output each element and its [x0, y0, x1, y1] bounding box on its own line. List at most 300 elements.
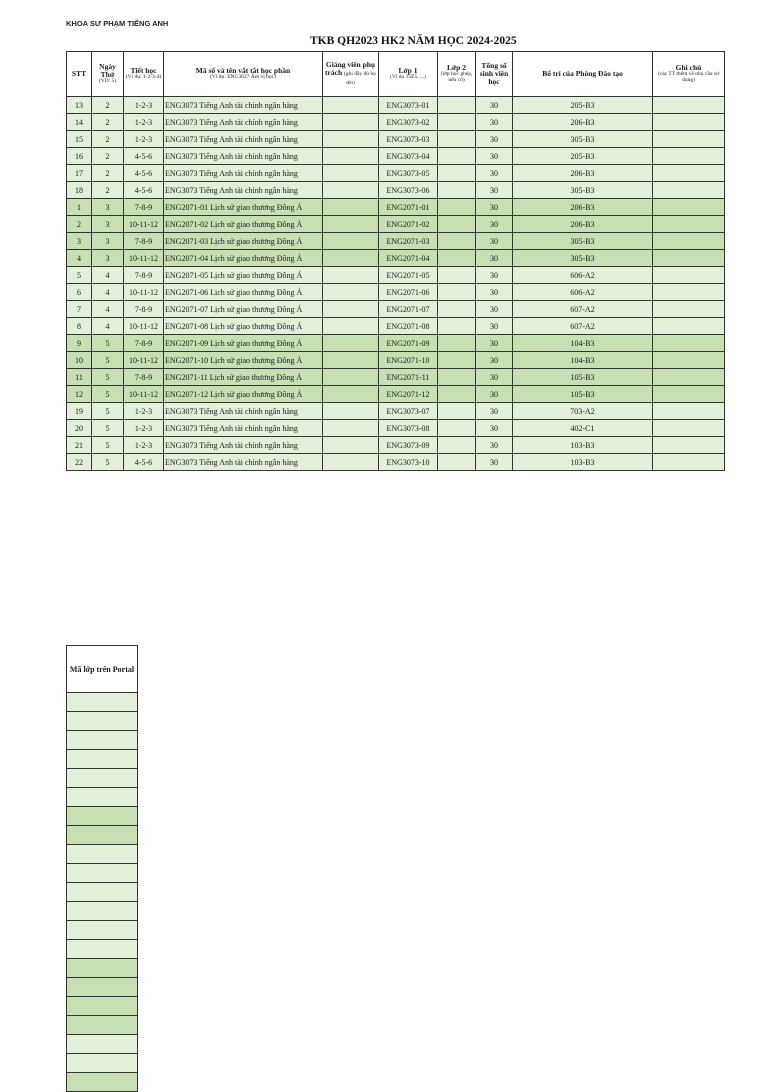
cell-total[interactable]: 30	[476, 267, 513, 284]
cell-course[interactable]: ENG2071-10 Lịch sử giao thương Đông Á	[164, 352, 323, 369]
cell-class1[interactable]: ENG2071-12	[379, 386, 438, 403]
cell-room[interactable]: 305-B3	[513, 233, 653, 250]
cell-day[interactable]: 4	[92, 267, 124, 284]
portal-row	[67, 750, 138, 769]
cell-room[interactable]: 206-B3	[513, 114, 653, 131]
cell-portal-code[interactable]	[67, 921, 138, 940]
cell-course[interactable]: ENG2071-11 Lịch sử giao thương Đông Á	[164, 369, 323, 386]
portal-row	[67, 864, 138, 883]
header-room	[513, 52, 653, 97]
cell-class1[interactable]: ENG3073-04	[379, 148, 438, 165]
cell-room[interactable]: 105-B3	[513, 369, 653, 386]
table-row	[67, 420, 725, 437]
cell-class2[interactable]	[438, 165, 476, 182]
cell-period[interactable]: 1-2-3	[124, 437, 164, 454]
cell-class2[interactable]	[438, 352, 476, 369]
portal-row	[67, 712, 138, 731]
portal-row	[67, 769, 138, 788]
cell-note[interactable]	[653, 437, 725, 454]
cell-room[interactable]: 103-B3	[513, 454, 653, 471]
cell-lecturer[interactable]	[323, 335, 379, 352]
cell-class1[interactable]: ENG3073-02	[379, 114, 438, 131]
cell-class1[interactable]: ENG2071-08	[379, 318, 438, 335]
header-lecturer-note: (ghi đầy đủ họ tên)	[344, 71, 376, 86]
cell-class1[interactable]: ENG2071-11	[379, 369, 438, 386]
header-class1	[379, 52, 438, 97]
cell-note[interactable]	[653, 97, 725, 114]
cell-day[interactable]: 3	[92, 216, 124, 233]
cell-lecturer[interactable]	[323, 114, 379, 131]
cell-class2[interactable]	[438, 233, 476, 250]
table-row	[67, 250, 725, 267]
cell-portal-code[interactable]	[67, 769, 138, 788]
cell-class2[interactable]	[438, 148, 476, 165]
cell-portal-code[interactable]	[67, 693, 138, 712]
cell-total[interactable]: 30	[476, 233, 513, 250]
cell-class1[interactable]: ENG3073-05	[379, 165, 438, 182]
cell-class1[interactable]: ENG3073-09	[379, 437, 438, 454]
cell-stt[interactable]: 10	[67, 352, 92, 369]
cell-class2[interactable]	[438, 97, 476, 114]
cell-day[interactable]: 2	[92, 131, 124, 148]
header-notes-label: Ghi chú	[675, 63, 702, 73]
cell-room[interactable]: 105-B3	[513, 386, 653, 403]
cell-stt[interactable]: 7	[67, 301, 92, 318]
cell-portal-code[interactable]	[67, 1016, 138, 1035]
cell-class2[interactable]	[438, 454, 476, 471]
cell-day[interactable]: 3	[92, 250, 124, 267]
cell-period[interactable]: 7-8-9	[124, 233, 164, 250]
cell-day[interactable]: 5	[92, 352, 124, 369]
cell-course[interactable]: ENG3073 Tiếng Anh tài chính ngân hàng	[164, 114, 323, 131]
cell-course[interactable]: ENG2071-04 Lịch sử giao thương Đông Á	[164, 250, 323, 267]
cell-period[interactable]: 7-8-9	[124, 301, 164, 318]
cell-room[interactable]: 206-B3	[513, 216, 653, 233]
cell-total[interactable]: 30	[476, 335, 513, 352]
cell-stt[interactable]: 11	[67, 369, 92, 386]
cell-period[interactable]: 10-11-12	[124, 318, 164, 335]
cell-portal-code[interactable]	[67, 997, 138, 1016]
header-class2	[438, 52, 476, 97]
cell-period[interactable]: 10-11-12	[124, 352, 164, 369]
cell-period[interactable]: 4-5-6	[124, 454, 164, 471]
cell-portal-code[interactable]	[67, 978, 138, 997]
table-row	[67, 114, 725, 131]
cell-class1[interactable]: ENG2071-05	[379, 267, 438, 284]
cell-room[interactable]: 205-B3	[513, 148, 653, 165]
cell-portal-code[interactable]	[67, 712, 138, 731]
cell-course[interactable]: ENG3073 Tiếng Anh tài chính ngân hàng	[164, 420, 323, 437]
cell-class2[interactable]	[438, 250, 476, 267]
cell-lecturer[interactable]	[323, 250, 379, 267]
cell-stt[interactable]: 14	[67, 114, 92, 131]
header-total-label: Tổng số sinh viên học	[479, 61, 509, 86]
header-room-label: Bố trí của Phòng Đào tạo	[542, 69, 623, 79]
cell-class1[interactable]: ENG2071-03	[379, 233, 438, 250]
cell-room[interactable]: 703-A2	[513, 403, 653, 420]
cell-course[interactable]: ENG3073 Tiếng Anh tài chính ngân hàng	[164, 131, 323, 148]
cell-stt[interactable]: 13	[67, 97, 92, 114]
cell-period[interactable]: 4-5-6	[124, 165, 164, 182]
portal-row	[67, 1016, 138, 1035]
cell-course[interactable]: ENG3073 Tiếng Anh tài chính ngân hàng	[164, 182, 323, 199]
header-day	[92, 52, 124, 97]
cell-stt[interactable]: 1	[67, 199, 92, 216]
cell-room[interactable]: 104-B3	[513, 352, 653, 369]
cell-class2[interactable]	[438, 335, 476, 352]
cell-note[interactable]	[653, 250, 725, 267]
cell-total[interactable]: 30	[476, 114, 513, 131]
table-row	[67, 335, 725, 352]
cell-course[interactable]: ENG2071-09 Lịch sử giao thương Đông Á	[164, 335, 323, 352]
cell-portal-code[interactable]	[67, 1054, 138, 1073]
cell-room[interactable]: 305-B3	[513, 131, 653, 148]
cell-room[interactable]: 607-A2	[513, 301, 653, 318]
cell-course[interactable]: ENG2071-08 Lịch sử giao thương Đông Á	[164, 318, 323, 335]
cell-day[interactable]: 5	[92, 403, 124, 420]
cell-stt[interactable]: 17	[67, 165, 92, 182]
cell-portal-code[interactable]	[67, 902, 138, 921]
table-row	[67, 284, 725, 301]
cell-class1[interactable]: ENG3073-07	[379, 403, 438, 420]
table-row	[67, 454, 725, 471]
cell-class1[interactable]: ENG2071-10	[379, 352, 438, 369]
cell-stt[interactable]: 16	[67, 148, 92, 165]
cell-lecturer[interactable]	[323, 216, 379, 233]
cell-total[interactable]: 30	[476, 369, 513, 386]
cell-class1[interactable]: ENG3073-06	[379, 182, 438, 199]
cell-period[interactable]: 7-8-9	[124, 369, 164, 386]
table-row	[67, 233, 725, 250]
header-period-note: (Ví dụ: 1-2-3-4)	[125, 74, 162, 81]
cell-note[interactable]	[653, 420, 725, 437]
cell-day[interactable]: 5	[92, 335, 124, 352]
cell-period[interactable]: 1-2-3	[124, 97, 164, 114]
cell-total[interactable]: 30	[476, 352, 513, 369]
cell-portal-code[interactable]	[67, 883, 138, 902]
cell-period[interactable]: 4-5-6	[124, 148, 164, 165]
cell-room[interactable]: 205-B3	[513, 97, 653, 114]
cell-day[interactable]: 5	[92, 369, 124, 386]
cell-day[interactable]: 5	[92, 420, 124, 437]
portal-row	[67, 997, 138, 1016]
schedule-header-row	[67, 52, 725, 97]
header-class2-note: (lớp học ghép, nếu có)	[440, 71, 473, 83]
cell-period[interactable]: 1-2-3	[124, 114, 164, 131]
cell-portal-code[interactable]	[67, 940, 138, 959]
cell-stt[interactable]: 4	[67, 250, 92, 267]
cell-lecturer[interactable]	[323, 318, 379, 335]
cell-portal-code[interactable]	[67, 959, 138, 978]
cell-class1[interactable]: ENG2071-09	[379, 335, 438, 352]
cell-total[interactable]: 30	[476, 199, 513, 216]
cell-course[interactable]: ENG3073 Tiếng Anh tài chính ngân hàng	[164, 437, 323, 454]
cell-period[interactable]: 1-2-3	[124, 131, 164, 148]
portal-row	[67, 921, 138, 940]
cell-note[interactable]	[653, 386, 725, 403]
cell-total[interactable]: 30	[476, 284, 513, 301]
cell-lecturer[interactable]	[323, 454, 379, 471]
cell-stt[interactable]: 9	[67, 335, 92, 352]
cell-stt[interactable]: 6	[67, 284, 92, 301]
cell-period[interactable]: 7-8-9	[124, 335, 164, 352]
cell-portal-code[interactable]	[67, 731, 138, 750]
cell-day[interactable]: 5	[92, 454, 124, 471]
portal-row	[67, 826, 138, 845]
cell-class2[interactable]	[438, 420, 476, 437]
cell-stt[interactable]: 22	[67, 454, 92, 471]
cell-day[interactable]: 2	[92, 165, 124, 182]
cell-day[interactable]: 4	[92, 284, 124, 301]
table-row	[67, 97, 725, 114]
cell-period[interactable]: 1-2-3	[124, 420, 164, 437]
cell-stt[interactable]: 15	[67, 131, 92, 148]
cell-note[interactable]	[653, 165, 725, 182]
cell-note[interactable]	[653, 267, 725, 284]
header-stt	[67, 52, 92, 97]
cell-course[interactable]: ENG3073 Tiếng Anh tài chính ngân hàng	[164, 97, 323, 114]
cell-stt[interactable]: 5	[67, 267, 92, 284]
cell-total[interactable]: 30	[476, 301, 513, 318]
table-row	[67, 386, 725, 403]
cell-course[interactable]: ENG2071-07 Lịch sử giao thương Đông Á	[164, 301, 323, 318]
portal-row	[67, 807, 138, 826]
portal-row	[67, 693, 138, 712]
cell-lecturer[interactable]	[323, 267, 379, 284]
cell-room[interactable]: 606-A2	[513, 284, 653, 301]
cell-course[interactable]: ENG2071-01 Lịch sử giao thương Đông Á	[164, 199, 323, 216]
cell-lecturer[interactable]	[323, 199, 379, 216]
cell-total[interactable]: 30	[476, 386, 513, 403]
header-class2-label: Lớp 2	[447, 63, 466, 73]
cell-total[interactable]: 30	[476, 182, 513, 199]
cell-stt[interactable]: 18	[67, 182, 92, 199]
cell-total[interactable]: 30	[476, 403, 513, 420]
cell-note[interactable]	[653, 233, 725, 250]
cell-note[interactable]	[653, 352, 725, 369]
cell-lecturer[interactable]	[323, 165, 379, 182]
cell-total[interactable]: 30	[476, 250, 513, 267]
cell-room[interactable]: 402-C1	[513, 420, 653, 437]
cell-room[interactable]: 607-A2	[513, 318, 653, 335]
cell-total[interactable]: 30	[476, 420, 513, 437]
cell-portal-code[interactable]	[67, 864, 138, 883]
cell-total[interactable]: 30	[476, 437, 513, 454]
cell-day[interactable]: 5	[92, 437, 124, 454]
cell-day[interactable]: 4	[92, 301, 124, 318]
cell-course[interactable]: ENG2071-05 Lịch sử giao thương Đông Á	[164, 267, 323, 284]
cell-course[interactable]: ENG2071-06 Lịch sử giao thương Đông Á	[164, 284, 323, 301]
page-title: TKB QH2023 HK2 NĂM HỌC 2024-2025	[310, 35, 517, 47]
portal-row	[67, 902, 138, 921]
cell-note[interactable]	[653, 131, 725, 148]
cell-day[interactable]: 2	[92, 114, 124, 131]
cell-day[interactable]: 2	[92, 182, 124, 199]
table-row	[67, 199, 725, 216]
cell-period[interactable]: 1-2-3	[124, 403, 164, 420]
portal-row	[67, 978, 138, 997]
cell-stt[interactable]: 12	[67, 386, 92, 403]
cell-lecturer[interactable]	[323, 284, 379, 301]
cell-total[interactable]: 30	[476, 131, 513, 148]
cell-course[interactable]: ENG2071-03 Lịch sử giao thương Đông Á	[164, 233, 323, 250]
cell-total[interactable]: 30	[476, 216, 513, 233]
cell-room[interactable]: 305-B3	[513, 182, 653, 199]
portal-row	[67, 845, 138, 864]
cell-note[interactable]	[653, 114, 725, 131]
cell-lecturer[interactable]	[323, 352, 379, 369]
cell-class2[interactable]	[438, 369, 476, 386]
cell-note[interactable]	[653, 199, 725, 216]
cell-day[interactable]: 3	[92, 233, 124, 250]
cell-class1[interactable]: ENG2071-02	[379, 216, 438, 233]
cell-room[interactable]: 206-B3	[513, 165, 653, 182]
cell-portal-code[interactable]	[67, 1073, 138, 1092]
table-row	[67, 437, 725, 454]
cell-lecturer[interactable]	[323, 369, 379, 386]
cell-stt[interactable]: 20	[67, 420, 92, 437]
cell-day[interactable]: 4	[92, 318, 124, 335]
cell-total[interactable]: 30	[476, 165, 513, 182]
cell-class1[interactable]: ENG2071-01	[379, 199, 438, 216]
header-notes-note: (các TT thêm về nhu cầu sử dụng)	[657, 71, 720, 83]
cell-total[interactable]: 30	[476, 148, 513, 165]
cell-course[interactable]: ENG3073 Tiếng Anh tài chính ngân hàng	[164, 165, 323, 182]
cell-class2[interactable]	[438, 182, 476, 199]
header-period-label: Tiết học	[130, 66, 157, 76]
cell-class1[interactable]: ENG2071-07	[379, 301, 438, 318]
cell-lecturer[interactable]	[323, 148, 379, 165]
cell-period[interactable]: 10-11-12	[124, 216, 164, 233]
cell-period[interactable]: 7-8-9	[124, 267, 164, 284]
cell-room[interactable]: 305-B3	[513, 250, 653, 267]
cell-course[interactable]: ENG3073 Tiếng Anh tài chính ngân hàng	[164, 148, 323, 165]
cell-note[interactable]	[653, 148, 725, 165]
cell-class2[interactable]	[438, 301, 476, 318]
cell-note[interactable]	[653, 454, 725, 471]
header-total	[476, 52, 513, 97]
cell-course[interactable]: ENG3073 Tiếng Anh tài chính ngân hàng	[164, 403, 323, 420]
cell-lecturer[interactable]	[323, 386, 379, 403]
portal-row	[67, 940, 138, 959]
cell-note[interactable]	[653, 216, 725, 233]
cell-lecturer[interactable]	[323, 182, 379, 199]
cell-class1[interactable]: ENG3073-01	[379, 97, 438, 114]
cell-class2[interactable]	[438, 284, 476, 301]
table-row	[67, 165, 725, 182]
cell-class2[interactable]	[438, 267, 476, 284]
cell-period[interactable]: 10-11-12	[124, 386, 164, 403]
cell-period[interactable]: 7-8-9	[124, 199, 164, 216]
cell-class1[interactable]: ENG2071-06	[379, 284, 438, 301]
cell-room[interactable]: 206-B3	[513, 199, 653, 216]
table-row	[67, 148, 725, 165]
cell-day[interactable]: 2	[92, 97, 124, 114]
cell-note[interactable]	[653, 301, 725, 318]
table-row	[67, 131, 725, 148]
cell-class1[interactable]: ENG3073-10	[379, 454, 438, 471]
cell-lecturer[interactable]	[323, 233, 379, 250]
cell-day[interactable]: 3	[92, 199, 124, 216]
header-stt-label: STT	[71, 69, 87, 79]
table-row	[67, 318, 725, 335]
cell-note[interactable]	[653, 318, 725, 335]
cell-course[interactable]: ENG2071-12 Lịch sử giao thương Đông Á	[164, 386, 323, 403]
cell-portal-code[interactable]	[67, 1035, 138, 1054]
schedule-table	[66, 51, 725, 471]
cell-note[interactable]	[653, 403, 725, 420]
cell-note[interactable]	[653, 369, 725, 386]
cell-note[interactable]	[653, 182, 725, 199]
table-row	[67, 403, 725, 420]
cell-portal-code[interactable]	[67, 845, 138, 864]
header-lecturer-label: Giảng viên phụ trách	[325, 60, 376, 78]
cell-class1[interactable]: ENG3073-03	[379, 131, 438, 148]
cell-course[interactable]: ENG2071-02 Lịch sử giao thương Đông Á	[164, 216, 323, 233]
cell-portal-code[interactable]	[67, 807, 138, 826]
cell-day[interactable]: 2	[92, 148, 124, 165]
cell-class2[interactable]	[438, 199, 476, 216]
cell-class1[interactable]: ENG3073-08	[379, 420, 438, 437]
cell-portal-code[interactable]	[67, 788, 138, 807]
header-course	[164, 52, 323, 97]
cell-stt[interactable]: 2	[67, 216, 92, 233]
cell-class1[interactable]: ENG2071-04	[379, 250, 438, 267]
cell-class2[interactable]	[438, 437, 476, 454]
portal-row	[67, 1054, 138, 1073]
cell-period[interactable]: 10-11-12	[124, 284, 164, 301]
header-notes	[653, 52, 725, 97]
cell-room[interactable]: 103-B3	[513, 437, 653, 454]
portal-header: Mã lớp trên Portal	[67, 646, 138, 693]
cell-class2[interactable]	[438, 131, 476, 148]
cell-portal-code[interactable]	[67, 826, 138, 845]
cell-class2[interactable]	[438, 114, 476, 131]
cell-stt[interactable]: 8	[67, 318, 92, 335]
cell-note[interactable]	[653, 335, 725, 352]
header-course-note: (Ví dụ: ENG3027 Âm vị học)	[210, 74, 276, 81]
cell-course[interactable]: ENG3073 Tiếng Anh tài chính ngân hàng	[164, 454, 323, 471]
cell-room[interactable]: 104-B3	[513, 335, 653, 352]
header-course-label: Mã số và tên vắt tắt học phần	[195, 66, 291, 76]
cell-portal-code[interactable]	[67, 750, 138, 769]
cell-class2[interactable]	[438, 216, 476, 233]
cell-total[interactable]: 30	[476, 318, 513, 335]
header-class1-label: Lớp 1	[398, 66, 418, 76]
cell-class2[interactable]	[438, 386, 476, 403]
cell-period[interactable]: 4-5-6	[124, 182, 164, 199]
cell-total[interactable]: 30	[476, 97, 513, 114]
cell-day[interactable]: 5	[92, 386, 124, 403]
cell-period[interactable]: 10-11-12	[124, 250, 164, 267]
cell-class2[interactable]	[438, 403, 476, 420]
portal-row	[67, 788, 138, 807]
cell-total[interactable]: 30	[476, 454, 513, 471]
cell-lecturer[interactable]	[323, 131, 379, 148]
cell-room[interactable]: 606-A2	[513, 267, 653, 284]
portal-row	[67, 883, 138, 902]
cell-stt[interactable]: 21	[67, 437, 92, 454]
cell-stt[interactable]: 3	[67, 233, 92, 250]
cell-lecturer[interactable]	[323, 97, 379, 114]
cell-lecturer[interactable]	[323, 420, 379, 437]
cell-lecturer[interactable]	[323, 437, 379, 454]
cell-stt[interactable]: 19	[67, 403, 92, 420]
cell-note[interactable]	[653, 284, 725, 301]
cell-lecturer[interactable]	[323, 301, 379, 318]
cell-lecturer[interactable]	[323, 403, 379, 420]
cell-class2[interactable]	[438, 318, 476, 335]
